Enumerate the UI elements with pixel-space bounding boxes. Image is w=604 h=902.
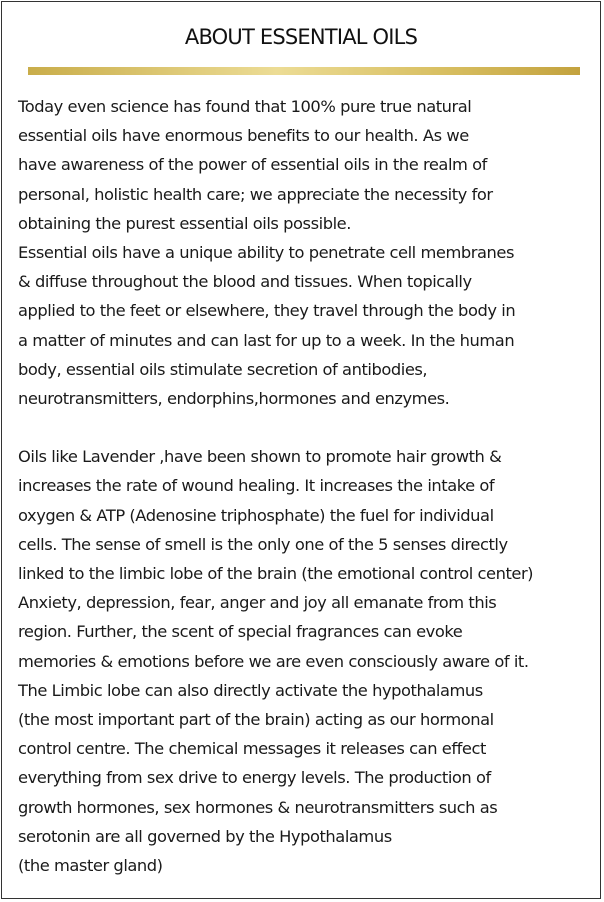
text-line: linked to the limbic lobe of the brain (the emotional control center) [18,564,534,583]
text-line: Anxiety, depression, fear, anger and joy all emanate from this [18,593,497,613]
text-line: body, essential oils stimulate secretion of antibodies, [18,359,428,379]
gold-divider [28,67,580,75]
text-line: personal, holistic health care; we appreciate the necessity for [18,184,493,204]
text-line: memories & emotions before we are even consciously aware of it. [18,651,529,671]
text-line: & diffuse throughout the blood and tissues. When topically [18,272,472,292]
page-title: ABOUT ESSENTIAL OILS [184,25,418,49]
text-line: essential oils have enormous benefits to our health. As we [18,126,469,146]
text-line: Oils like Lavender ,have been shown to promote hair growth & [18,447,502,467]
text-line: The Limbic lobe can also directly activate the hypothalamus [18,680,483,700]
text-line: oxygen & ATP (Adenosine triphosphate) the fuel for individual [18,505,494,525]
text-line: (the most important part of the brain) acting as our hormonal [18,709,494,729]
text-line: Today even science has found that 100% pure true natural [18,97,472,116]
text-line: obtaining the purest essential oils possible. [18,213,351,233]
text-line: a matter of minutes and can last for up to a week. In the human [18,330,515,350]
paragraph-absorption [18,238,602,413]
text-line: region. Further, the scent of special fragrances can evoke [18,622,463,642]
text-line: control centre. The chemical messages it releases can effect [18,739,486,759]
text-line: increases the rate of wound healing. It increases the intake of [18,476,495,496]
paragraph-lavender [18,442,602,880]
text-line: growth hormones, sex hormones & neurotransmitters such as [18,797,498,817]
paragraph-intro [18,92,602,238]
text-line: neurotransmitters, endorphins,hormones and enzymes. [18,388,450,408]
text-line: cells. The sense of smell is the only one of the 5 senses directly [18,534,508,554]
text-line: everything from sex drive to energy levels. The production of [18,768,491,788]
article-body [18,92,602,880]
text-line: (the master gland) [18,855,163,875]
text-line: Essential oils have a unique ability to penetrate cell membranes [18,242,514,262]
text-line: serotonin are all governed by the Hypothalamus [18,826,392,846]
text-line: applied to the feet or elsewhere, they travel through the body in [18,301,516,321]
text-line: have awareness of the power of essential oils in the realm of [18,155,487,175]
content-frame [1,1,601,899]
paragraph-spacer [18,413,602,442]
